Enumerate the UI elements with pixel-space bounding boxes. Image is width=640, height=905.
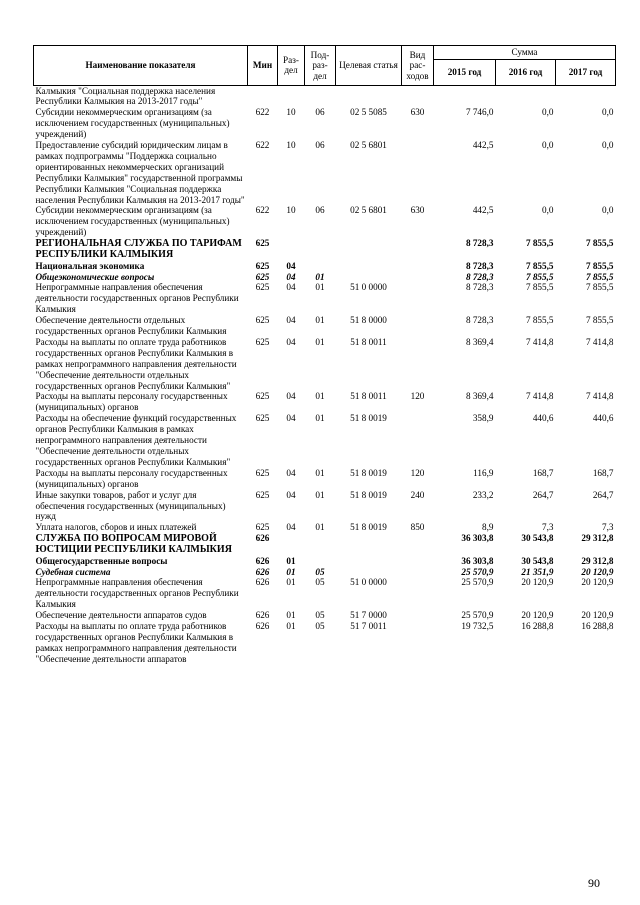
cell-razdel: 04 xyxy=(286,271,296,282)
cell-name: Калмыкия "Социальная поддержка населения Республики Калмыкия на 2013-2017 годы" xyxy=(35,85,216,107)
cell-2016: 7 855,5 xyxy=(525,271,554,282)
table-row xyxy=(34,468,616,490)
table-row xyxy=(34,490,616,523)
cell-min: 626 xyxy=(255,610,270,621)
cell-2017: 7 855,5 xyxy=(585,238,614,249)
cell-name: Общеэкономические вопросы xyxy=(35,271,155,282)
cell-2016: 16 288,8 xyxy=(521,621,554,632)
cell-vid: 630 xyxy=(410,107,425,118)
cell-podrazdel: 01 xyxy=(315,391,325,402)
cell-vid xyxy=(402,315,434,337)
table-row xyxy=(34,577,616,610)
header-2017: 2017 год xyxy=(556,59,616,85)
cell-vid xyxy=(402,282,434,315)
cell-2017: 7 414,8 xyxy=(585,336,614,347)
cell-2017: 29 312,8 xyxy=(581,533,614,544)
cell-2015: 8 369,4 xyxy=(465,391,494,402)
cell-2017: 7 855,5 xyxy=(585,315,614,326)
table-row xyxy=(34,238,616,260)
header-min: Мин xyxy=(248,46,278,86)
cell-razdel: 04 xyxy=(286,489,296,500)
cell-2015: 36 303,8 xyxy=(461,533,494,544)
cell-2016: 0,0 xyxy=(542,205,554,216)
cell-2015: 36 303,8 xyxy=(461,555,494,566)
cell-name: Обеспечение деятельности аппаратов судов xyxy=(35,610,207,621)
cell-vid: 850 xyxy=(410,522,425,533)
cell-name: Непрограммные направления обеспечения деятельности государственных органов Республики Калмыкия xyxy=(35,282,239,315)
cell-statya: 51 7 0011 xyxy=(350,621,387,632)
cell-2016: 440,6 xyxy=(532,413,554,424)
cell-podrazdel xyxy=(305,85,336,107)
cell-min: 626 xyxy=(255,577,270,588)
cell-2017: 0,0 xyxy=(602,107,614,118)
cell-2017: 440,6 xyxy=(592,413,614,424)
cell-statya: 51 8 0019 xyxy=(350,467,387,478)
cell-podrazdel: 05 xyxy=(315,577,325,588)
cell-podrazdel: 05 xyxy=(315,610,325,621)
cell-2016: 7,3 xyxy=(542,522,554,533)
cell-razdel: 04 xyxy=(286,260,296,271)
cell-min: 626 xyxy=(255,566,270,577)
cell-min: 625 xyxy=(255,522,270,533)
cell-statya: 02 5 6801 xyxy=(350,205,387,216)
cell-statya xyxy=(336,556,402,567)
cell-vid: 240 xyxy=(410,489,425,500)
cell-podrazdel: 05 xyxy=(315,621,325,632)
cell-name: Общегосударственные вопросы xyxy=(35,555,168,566)
cell-2016: 7 855,5 xyxy=(525,260,554,271)
cell-vid: 120 xyxy=(410,467,425,478)
cell-2015: 7 746,0 xyxy=(465,107,494,118)
header-vid: Вид рас-ходов xyxy=(402,46,434,86)
table-row xyxy=(34,337,616,392)
cell-2015: 8 728,3 xyxy=(465,315,494,326)
header-2016: 2016 год xyxy=(496,59,556,85)
cell-name: Расходы на выплаты персоналу государственных (муниципальных) органов xyxy=(35,467,228,489)
cell-name: Национальная экономика xyxy=(35,260,145,271)
cell-razdel: 04 xyxy=(286,282,296,293)
cell-2017: 7 855,5 xyxy=(585,271,614,282)
table-row xyxy=(34,85,616,107)
cell-razdel: 04 xyxy=(286,467,296,478)
cell-2016: 7 414,8 xyxy=(525,391,554,402)
cell-name: СЛУЖБА ПО ВОПРОСАМ МИРОВОЙ ЮСТИЦИИ РЕСПУБЛИКИ КАЛМЫКИЯ xyxy=(35,533,232,556)
table-row xyxy=(34,391,616,413)
table-row xyxy=(34,315,616,337)
cell-vid xyxy=(402,261,434,272)
cell-2016 xyxy=(496,85,556,107)
cell-2017: 7 414,8 xyxy=(585,391,614,402)
cell-statya: 51 8 0019 xyxy=(350,489,387,500)
cell-vid xyxy=(402,337,434,392)
cell-podrazdel: 06 xyxy=(315,107,325,118)
cell-min: 625 xyxy=(255,282,270,293)
cell-razdel: 04 xyxy=(286,315,296,326)
cell-podrazdel: 01 xyxy=(315,489,325,500)
cell-statya xyxy=(336,261,402,272)
header-summa: Сумма xyxy=(434,46,616,60)
cell-podrazdel xyxy=(305,533,336,555)
table-row xyxy=(34,205,616,238)
cell-2017: 0,0 xyxy=(602,205,614,216)
cell-vid xyxy=(402,85,434,107)
cell-2016: 7 855,5 xyxy=(525,282,554,293)
cell-podrazdel: 01 xyxy=(315,467,325,478)
cell-2016: 7 855,5 xyxy=(525,315,554,326)
cell-statya xyxy=(336,238,402,260)
cell-2015 xyxy=(434,85,496,107)
cell-statya: 51 7 0000 xyxy=(350,610,387,621)
table-row xyxy=(34,140,616,205)
cell-statya xyxy=(336,567,402,578)
cell-min: 626 xyxy=(255,533,270,544)
table-row xyxy=(34,610,616,621)
cell-2015: 8 728,3 xyxy=(465,260,494,271)
cell-min: 625 xyxy=(255,489,270,500)
cell-statya: 51 8 0019 xyxy=(350,522,387,533)
cell-min: 625 xyxy=(255,413,270,424)
page-number: 90 xyxy=(588,876,600,890)
cell-2015: 8,9 xyxy=(482,522,494,533)
cell-razdel: 01 xyxy=(286,610,296,621)
cell-vid xyxy=(402,272,434,283)
cell-2017: 7 855,5 xyxy=(585,282,614,293)
cell-2016: 20 120,9 xyxy=(521,577,554,588)
cell-min: 625 xyxy=(255,391,270,402)
cell-razdel xyxy=(278,533,305,555)
cell-2016: 30 543,8 xyxy=(521,533,554,544)
cell-statya xyxy=(336,85,402,107)
table-row xyxy=(34,522,616,533)
cell-2015: 19 732,5 xyxy=(461,621,494,632)
cell-2016: 168,7 xyxy=(532,467,554,478)
header-statya: Целевая статья xyxy=(336,46,402,86)
cell-statya: 51 8 0011 xyxy=(350,336,387,347)
cell-podrazdel xyxy=(305,556,336,567)
table-row xyxy=(34,261,616,272)
cell-min: 625 xyxy=(255,467,270,478)
table-row xyxy=(34,107,616,140)
cell-name: Предоставление субсидий юридическим лицам в рамках подпрограммы "Поддержка социально ориентированных некоммерческих организаций Республики Калмыкия" государственной программы Республики Калмыкия "Социальная поддержка населения Республики Калмыкия на 2013-2017 годы" xyxy=(35,140,245,205)
cell-2017: 168,7 xyxy=(592,467,614,478)
table-row xyxy=(34,556,616,567)
cell-name: Расходы на обеспечение функций государственных органов Республики Калмыкия в рамках непрограммного направления деятельности "Обеспечение деятельности отдельных государственных органов Республики Калмыкия" xyxy=(35,413,237,467)
table-body xyxy=(34,85,616,665)
cell-statya: 51 8 0000 xyxy=(350,315,387,326)
cell-podrazdel: 01 xyxy=(315,336,325,347)
table-row xyxy=(34,413,616,468)
cell-min: 625 xyxy=(255,336,270,347)
cell-name: РЕГИОНАЛЬНАЯ СЛУЖБА ПО ТАРИФАМ РЕСПУБЛИКИ КАЛМЫКИЯ xyxy=(35,238,242,261)
cell-vid xyxy=(402,533,434,555)
cell-name: Расходы на выплаты по оплате труда работников государственных органов Республики Калмыкия в рамках непрограммного направления деятельности "Обеспечение деятельности отдельных государственных органов Республики Калмыкия" xyxy=(35,336,237,391)
cell-2016: 264,7 xyxy=(532,489,554,500)
header-podrazdel: Под-раз-дел xyxy=(305,46,336,86)
cell-2017: 7 855,5 xyxy=(585,260,614,271)
cell-vid xyxy=(402,413,434,468)
cell-statya xyxy=(336,272,402,283)
cell-2017: 16 288,8 xyxy=(581,621,614,632)
cell-min: 625 xyxy=(255,271,270,282)
cell-razdel: 04 xyxy=(286,413,296,424)
cell-min: 626 xyxy=(255,621,270,632)
cell-vid xyxy=(402,577,434,610)
cell-podrazdel: 01 xyxy=(315,282,325,293)
cell-min: 622 xyxy=(255,107,270,118)
table-row xyxy=(34,533,616,555)
table-row xyxy=(34,282,616,315)
cell-razdel: 10 xyxy=(286,205,296,216)
cell-name: Расходы на выплаты персоналу государственных (муниципальных) органов xyxy=(35,391,228,413)
cell-name: Обеспечение деятельности отдельных государственных органов Республики Калмыкия xyxy=(35,315,227,337)
cell-2015: 358,9 xyxy=(472,413,494,424)
table-row xyxy=(34,272,616,283)
cell-podrazdel: 06 xyxy=(315,140,325,151)
cell-name: Субсидии некоммерческим организациям (за исключением государственных (муниципальных) учреждений) xyxy=(35,205,230,238)
cell-podrazdel: 01 xyxy=(315,271,325,282)
cell-statya: 51 8 0019 xyxy=(350,413,387,424)
cell-2015: 8 728,3 xyxy=(465,271,494,282)
cell-name: Расходы на выплаты по оплате труда работников государственных органов Республики Калмыкия в рамках непрограммного направления деятельности "Обеспечение деятельности аппаратов xyxy=(35,621,237,664)
cell-vid xyxy=(402,567,434,578)
cell-min xyxy=(248,85,278,107)
cell-razdel xyxy=(278,238,305,260)
cell-statya: 51 0 0000 xyxy=(350,577,387,588)
table-header xyxy=(34,46,616,86)
cell-2015: 233,2 xyxy=(472,489,494,500)
cell-razdel: 04 xyxy=(286,522,296,533)
cell-razdel: 01 xyxy=(286,555,296,566)
cell-podrazdel: 01 xyxy=(315,315,325,326)
cell-2015: 8 728,3 xyxy=(465,282,494,293)
cell-name: Судебная система xyxy=(35,566,111,577)
cell-name: Субсидии некоммерческим организациям (за исключением государственных (муниципальных) учреждений) xyxy=(35,107,230,140)
cell-podrazdel: 01 xyxy=(315,522,325,533)
table-row xyxy=(34,621,616,665)
cell-2015: 442,5 xyxy=(472,140,494,151)
cell-2017: 7,3 xyxy=(602,522,614,533)
cell-2015: 442,5 xyxy=(472,205,494,216)
cell-statya: 02 5 6801 xyxy=(350,140,387,151)
cell-vid xyxy=(402,556,434,567)
cell-2016: 21 351,9 xyxy=(521,566,554,577)
cell-vid: 120 xyxy=(410,391,425,402)
budget-table xyxy=(33,45,616,665)
cell-razdel xyxy=(278,85,305,107)
cell-2016: 0,0 xyxy=(542,140,554,151)
header-2015: 2015 год xyxy=(434,59,496,85)
cell-podrazdel: 06 xyxy=(315,205,325,216)
cell-2015: 25 570,9 xyxy=(461,566,494,577)
cell-razdel: 01 xyxy=(286,577,296,588)
cell-vid: 630 xyxy=(410,205,425,216)
cell-statya xyxy=(336,533,402,555)
cell-2016: 7 414,8 xyxy=(525,336,554,347)
cell-name: Уплата налогов, сборов и иных платежей xyxy=(35,522,197,533)
cell-2015: 25 570,9 xyxy=(461,577,494,588)
cell-2017: 29 312,8 xyxy=(581,555,614,566)
cell-razdel: 10 xyxy=(286,107,296,118)
cell-2015: 116,9 xyxy=(473,467,494,478)
cell-name: Непрограммные направления обеспечения деятельности государственных органов Республики Калмыкия xyxy=(35,577,239,610)
cell-razdel: 04 xyxy=(286,336,296,347)
cell-min: 626 xyxy=(255,555,270,566)
cell-name: Иные закупки товаров, работ и услуг для обеспечения государственных (муниципальных) нужд xyxy=(35,489,226,522)
cell-2016: 20 120,9 xyxy=(521,610,554,621)
cell-2017: 0,0 xyxy=(602,140,614,151)
cell-vid xyxy=(402,621,434,665)
cell-min: 622 xyxy=(255,205,270,216)
cell-2017 xyxy=(556,85,616,107)
cell-podrazdel xyxy=(305,238,336,260)
cell-podrazdel: 05 xyxy=(315,566,325,577)
cell-statya: 02 5 5085 xyxy=(350,107,387,118)
table-row xyxy=(34,567,616,578)
cell-2017: 20 120,9 xyxy=(581,577,614,588)
cell-2015: 8 369,4 xyxy=(465,336,494,347)
cell-min: 625 xyxy=(255,238,270,249)
cell-vid xyxy=(402,238,434,260)
cell-min: 622 xyxy=(255,140,270,151)
cell-2015: 8 728,3 xyxy=(465,238,494,249)
cell-razdel: 10 xyxy=(286,140,296,151)
cell-min: 625 xyxy=(255,315,270,326)
cell-statya: 51 0 0000 xyxy=(350,282,387,293)
cell-2017: 20 120,9 xyxy=(581,610,614,621)
cell-razdel: 04 xyxy=(286,391,296,402)
header-razdel: Раз-дел xyxy=(278,46,305,86)
cell-vid xyxy=(402,140,434,205)
cell-min: 625 xyxy=(255,260,270,271)
cell-2017: 264,7 xyxy=(592,489,614,500)
header-name: Наименование показателя xyxy=(34,46,248,86)
cell-vid xyxy=(402,610,434,621)
cell-podrazdel: 01 xyxy=(315,413,325,424)
cell-razdel: 01 xyxy=(286,566,296,577)
cell-2016: 30 543,8 xyxy=(521,555,554,566)
cell-statya: 51 8 0011 xyxy=(350,391,387,402)
cell-razdel: 01 xyxy=(286,621,296,632)
cell-2016: 0,0 xyxy=(542,107,554,118)
cell-2015: 25 570,9 xyxy=(461,610,494,621)
cell-2017: 20 120,9 xyxy=(581,566,614,577)
cell-podrazdel xyxy=(305,261,336,272)
cell-2016: 7 855,5 xyxy=(525,238,554,249)
